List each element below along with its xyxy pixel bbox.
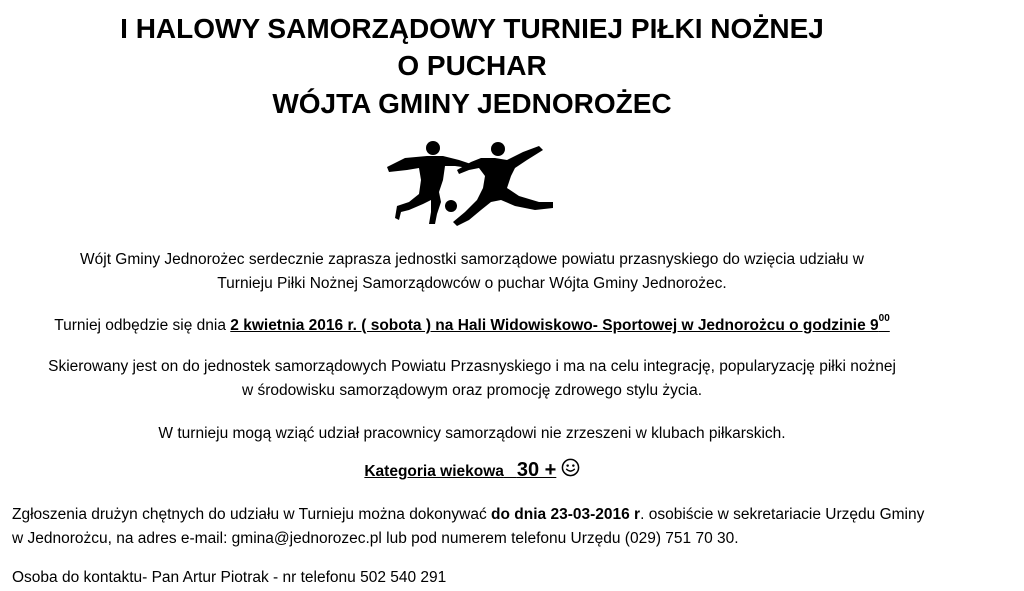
registration-text-1: Zgłoszenia drużyn chętnych do udziału w Turnieju można dokonywać	[12, 506, 492, 523]
intro-line-2: Turnieju Piłki Nożnej Samorządowców o puchar Wójta Gminy Jednorożec.	[217, 275, 727, 292]
contact-line: Osoba do kontaktu- Pan Artur Piotrak - nr telefonu 502 540 291	[12, 569, 447, 586]
purpose-line-1: Skierowany jest on do jednostek samorządowych Powiatu Przasnyskiego i ma na celu integrację, popularyzację piłki nożnej	[48, 358, 896, 375]
registration-line-2: w Jednorożcu, na adres e-mail: gmina@jednorozec.pl lub pod numerem telefonu Urzędu (029) 751 70 30.	[12, 530, 739, 547]
purpose-paragraph	[0, 355, 944, 403]
age-category	[0, 458, 944, 484]
date-prefix: Turniej odbędzie się dnia	[54, 317, 231, 334]
intro-line-1: Wójt Gminy Jednorożec serdecznie zaprasza jednostki samorządowe powiatu przasnyskiego do wzięcia udziału w	[80, 251, 864, 268]
smiley-icon	[561, 458, 580, 477]
eligibility-paragraph: W turnieju mogą wziąć udział pracownicy samorządowi nie zrzeszeni w klubach piłkarskich.	[158, 425, 786, 442]
registration-text-2: . osobiście w sekretariacie Urzędu Gminy	[640, 506, 925, 523]
title-line-2: O PUCHAR	[397, 50, 547, 81]
age-category-label: Kategoria wiekowa	[364, 463, 504, 480]
intro-paragraph	[0, 248, 944, 296]
date-highlight-text: 2 kwietnia 2016 r. ( sobota ) na Hali Widowiskowo- Sportowej w Jednorożcu o godzinie 9	[230, 317, 879, 334]
registration-deadline: do dnia 23-03-2016 r	[491, 506, 641, 523]
purpose-line-2: w środowisku samorządowym oraz promocję zdrowego stylu życia.	[242, 382, 702, 399]
football-players-icon	[383, 140, 553, 230]
registration-paragraph	[12, 503, 1012, 551]
date-highlight	[230, 313, 890, 334]
date-paragraph	[0, 314, 944, 338]
title-line-3: WÓJTA GMINY JEDNOROŻEC	[272, 88, 672, 119]
title-line-1: I HALOWY SAMORZĄDOWY TURNIEJ PIŁKI NOŻNEJ	[120, 13, 824, 44]
age-category-value: 30 +	[516, 459, 557, 481]
date-hour-superscript: 00	[878, 313, 890, 324]
